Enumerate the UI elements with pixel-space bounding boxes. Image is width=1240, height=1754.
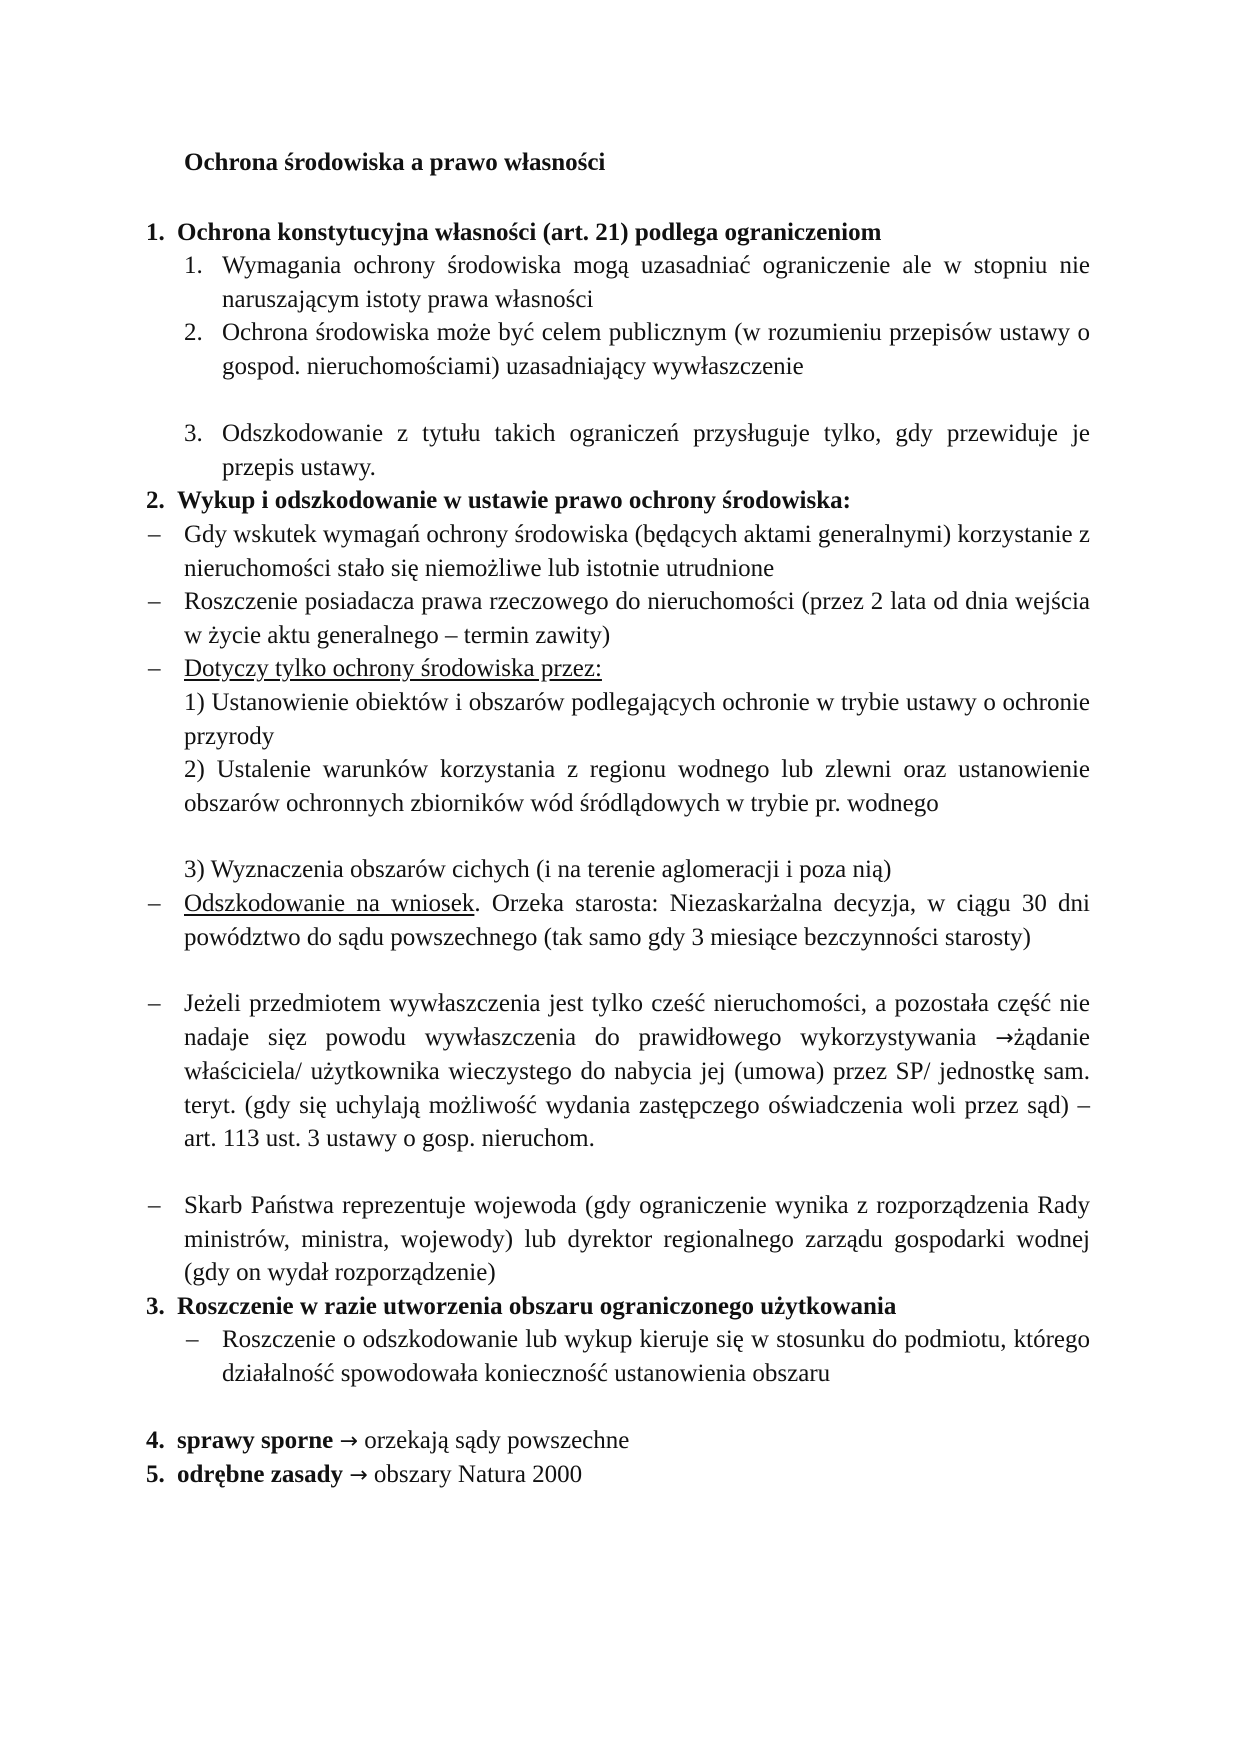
section-2-bullet-3-text: Dotyczy tylko ochrony środowiska przez:: [184, 655, 602, 682]
bullet-dash: –: [148, 1192, 161, 1219]
document-title: Ochrona środowiska a prawo własności: [184, 149, 606, 176]
section-1-heading: Ochrona konstytucyjna własności (art. 21) podlega ograniczeniom: [177, 219, 882, 246]
section-1-item-2-text: Ochrona środowiska może być celem publicznym (w rozumieniu przepisów ustawy o gospod. nieruchomościami) uzasadniający wywłaszczenie: [222, 319, 1090, 380]
section-2-heading: Wykup i odszkodowanie w ustawie prawo ochrony środowiska:: [177, 487, 851, 514]
section-1-item-2-number: 2.: [184, 319, 203, 346]
section-4-text: orzekają sądy powszechne: [357, 1427, 630, 1454]
section-2-bullet-2-text: Roszczenie posiadacza prawa rzeczowego do nieruchomości (przez 2 lata od dnia wejścia w życie aktu generalnego –: [184, 588, 1090, 649]
section-5-text: obszary Natura 2000: [367, 1461, 583, 1488]
section-2-bullet-5-text-b: żądanie właściciela/ użytkownika wieczystego do nabycia jej (umowa) przez SP/ jednostkę sam. teryt. (gdy się uchylają możliwość wydania zastępczego oświadczenia woli przez sąd) – art. 113 ust. 3 ustawy o gosp. nieruchom.: [184, 1023, 1090, 1153]
section-5-number: 5.: [146, 1461, 165, 1488]
section-1-item-3-text: Odszkodowanie z tytułu takich ograniczeń przysługuje tylko, gdy przewiduje je przepis ustawy.: [222, 420, 1090, 481]
section-2-bullet-2: [184, 585, 1090, 652]
bullet-dash: –: [148, 521, 161, 548]
bullet-dash: –: [148, 990, 161, 1017]
section-1-item-1-text: Wymagania ochrony środowiska mogą uzasadniać ograniczenie ale w stopniu nie naruszającym istoty prawa własności: [222, 252, 1090, 313]
section-1-item-3-number: 3.: [184, 420, 203, 447]
section-2-bullet-6-text: Skarb Państwa reprezentuje wojewoda (gdy ograniczenie wynika z rozporządzenia Rady ministrów, ministra, wojewody) lub dyrektor regionalnego zarządu gospodarki wodnej (gdy on wydał rozporządzenie): [184, 1192, 1090, 1287]
bullet-dash: –: [148, 588, 161, 615]
bullet-dash: –: [148, 655, 161, 682]
section-5-heading: odrębne zasady: [177, 1461, 343, 1488]
section-2-bullet-4: [184, 887, 1090, 954]
section-5-line: [177, 1458, 582, 1493]
section-1-item-1-number: 1.: [184, 252, 203, 279]
section-2-subitem-2: 2) Ustalenie warunków korzystania z regionu wodnego lub zlewni oraz ustanowienie obszarów ochronnych zbiorników wód śródlądowych w trybie pr. wodnego: [184, 756, 1090, 817]
section-4-number: 4.: [146, 1427, 165, 1454]
section-2-bullet-5: [184, 987, 1090, 1156]
bullet-dash: –: [148, 890, 161, 917]
section-2-subitem-1: 1) Ustanowienie obiektów i obszarów podlegających ochronie w trybie ustawy o ochronie przyrody: [184, 689, 1090, 750]
section-3-number: 3.: [146, 1293, 165, 1320]
section-2-bullet-4-text: . Orzeka starosta: Niezaskarżalna decyzja, w ciągu 30 dni powództwo do sądu powszechnego (tak samo gdy 3 miesiące bezczynności starosty): [184, 890, 1090, 951]
section-1-number: 1.: [146, 219, 165, 246]
section-4-heading: sprawy sporne: [177, 1427, 334, 1454]
arrow-right-icon: →: [995, 1025, 1014, 1051]
arrow-right-icon: →: [349, 1463, 368, 1488]
section-2-number: 2.: [146, 487, 165, 514]
section-2-bullet-4-underlined: Odszkodowanie na wniosek: [184, 890, 475, 917]
bullet-dash: –: [186, 1326, 199, 1353]
section-3-heading: Roszczenie w razie utworzenia obszaru ograniczonego użytkowania: [177, 1293, 897, 1320]
section-2-bullet-1-text: Gdy wskutek wymagań ochrony środowiska (będących aktami generalnymi) korzystanie z nieruchomości stało się niemożliwe lub istotnie utrudnione: [184, 521, 1090, 582]
section-2-bullet-2-emphasis: termin zawity): [463, 621, 611, 649]
arrow-right-icon: →: [339, 1429, 358, 1454]
section-4-line: [177, 1424, 629, 1459]
section-2-subitem-3: 3) Wyznaczenia obszarów cichych (i na terenie aglomeracji i poza nią): [184, 856, 892, 883]
section-3-bullet-1-text: Roszczenie o odszkodowanie lub wykup kieruje się w stosunku do podmiotu, którego działalność spowodowała konieczność ustanowienia obszaru: [222, 1326, 1090, 1387]
section-2-bullet-5-text-a: Jeżeli przedmiotem wywłaszczenia jest tylko cześć nieruchomości, a pozostała część nie nadaje sięz powodu wywłaszczenia do prawidłowego wykorzystywania: [184, 990, 1090, 1051]
